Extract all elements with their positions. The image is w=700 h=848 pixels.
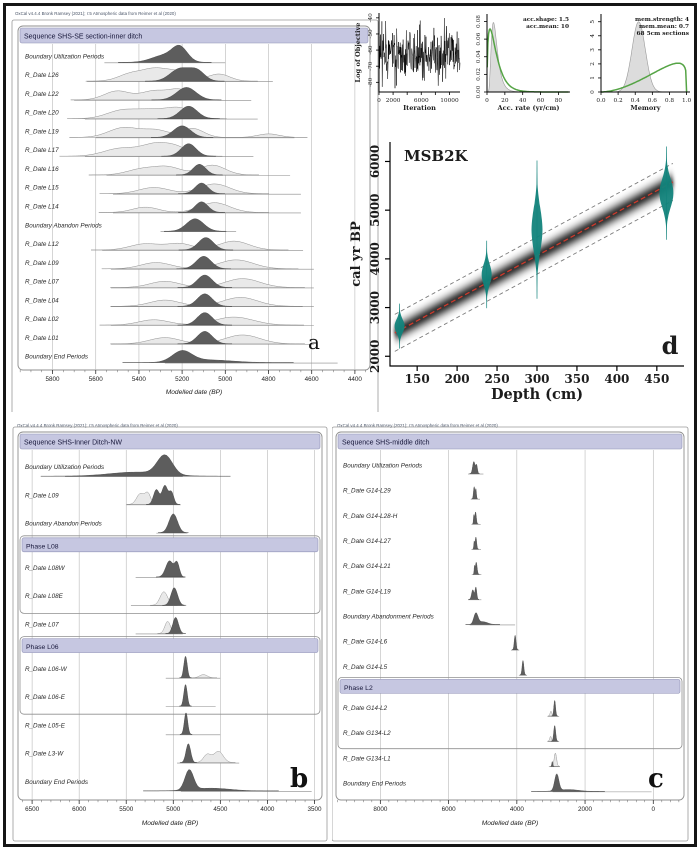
svg-text:acc.shape: 1.5: acc.shape: 1.5 bbox=[522, 17, 569, 23]
panel-a-xlabel: Modelled date (BP) bbox=[165, 389, 223, 396]
svg-text:4000: 4000 bbox=[260, 806, 275, 813]
svg-text:10000: 10000 bbox=[440, 98, 459, 104]
svg-text:5200: 5200 bbox=[175, 376, 190, 383]
oxcal-citation-c: OxCal v4.4.4 Bronk Ramsey (2021); r:5 Atmospheric data from Reimer et al (2020) bbox=[337, 423, 498, 428]
svg-text:1: 1 bbox=[590, 76, 596, 80]
svg-text:R_Date L09: R_Date L09 bbox=[25, 492, 59, 500]
svg-text:R_Date G134-L1: R_Date G134-L1 bbox=[343, 755, 391, 763]
svg-text:5000: 5000 bbox=[166, 806, 181, 813]
svg-text:0.6: 0.6 bbox=[647, 98, 657, 104]
oxcal-citation-b: OxCal v4.4.4 Bronk Ramsey (2021); r:5 Atmospheric data from Reimer et al (2020) bbox=[17, 423, 178, 428]
svg-text:mem.strength: 4: mem.strength: 4 bbox=[634, 17, 689, 23]
svg-text:450: 450 bbox=[644, 372, 670, 386]
panel-b-plot bbox=[12, 420, 330, 844]
svg-text:5800: 5800 bbox=[45, 376, 60, 383]
panel-a bbox=[10, 8, 382, 412]
svg-text:2000: 2000 bbox=[385, 98, 401, 104]
svg-text:Sequence SHS-SE section-inner: Sequence SHS-SE section-inner ditch bbox=[24, 33, 143, 41]
svg-text:R_Date G14-L6: R_Date G14-L6 bbox=[343, 638, 388, 646]
panel-b bbox=[12, 420, 330, 844]
svg-text:0.04: 0.04 bbox=[476, 50, 482, 64]
svg-text:R_Date L01: R_Date L01 bbox=[25, 334, 59, 342]
svg-text:-40: -40 bbox=[368, 13, 374, 23]
svg-text:Log of Objective: Log of Objective bbox=[354, 22, 362, 83]
svg-text:d: d bbox=[661, 331, 679, 360]
svg-text:mem.mean: 0.7: mem.mean: 0.7 bbox=[638, 24, 689, 30]
svg-text:250: 250 bbox=[484, 372, 510, 386]
svg-text:-80: -80 bbox=[368, 77, 374, 87]
svg-text:150: 150 bbox=[404, 372, 430, 386]
svg-text:Boundary Abandon Periods: Boundary Abandon Periods bbox=[25, 520, 102, 528]
svg-text:5400: 5400 bbox=[131, 376, 146, 383]
svg-text:0.06: 0.06 bbox=[476, 32, 482, 46]
svg-text:Acc. rate (yr/cm): Acc. rate (yr/cm) bbox=[497, 104, 560, 112]
panel-b-letter: b bbox=[290, 764, 309, 794]
svg-text:6000: 6000 bbox=[368, 144, 382, 179]
panel-c-letter: c bbox=[648, 764, 664, 794]
svg-text:R_Date L06-E: R_Date L06-E bbox=[25, 694, 65, 702]
panel-d bbox=[344, 6, 696, 418]
svg-text:Boundary Abandon Periods: Boundary Abandon Periods bbox=[25, 222, 102, 230]
svg-text:0: 0 bbox=[651, 806, 656, 813]
svg-text:6000: 6000 bbox=[413, 98, 429, 104]
svg-text:0.08: 0.08 bbox=[476, 15, 482, 28]
svg-text:R_Date G14-L5: R_Date G14-L5 bbox=[343, 663, 388, 671]
svg-text:Depth (cm): Depth (cm) bbox=[490, 386, 584, 403]
svg-text:6000: 6000 bbox=[72, 806, 87, 813]
svg-text:4400: 4400 bbox=[347, 376, 362, 383]
accumulation-rate-prior-plot bbox=[462, 8, 576, 126]
svg-text:R_Date G14-L29: R_Date G14-L29 bbox=[343, 487, 391, 495]
svg-text:4: 4 bbox=[590, 33, 596, 38]
svg-text:5500: 5500 bbox=[119, 806, 134, 813]
svg-text:R_Date G14-L2: R_Date G14-L2 bbox=[343, 704, 388, 712]
panel-a-letter: a bbox=[308, 330, 320, 354]
svg-text:R_Date G134-L2: R_Date G134-L2 bbox=[343, 730, 391, 738]
svg-text:-60: -60 bbox=[368, 45, 374, 55]
svg-text:5000: 5000 bbox=[368, 193, 382, 227]
svg-text:4000: 4000 bbox=[368, 242, 382, 276]
svg-text:0.8: 0.8 bbox=[664, 98, 675, 104]
svg-text:Boundary End Periods: Boundary End Periods bbox=[25, 353, 89, 361]
panel-b-xlabel: Modelled date (BP) bbox=[141, 820, 199, 827]
svg-text:R_Date L09: R_Date L09 bbox=[25, 259, 59, 267]
svg-text:Sequence SHS-middle ditch: Sequence SHS-middle ditch bbox=[342, 439, 430, 447]
svg-text:400: 400 bbox=[604, 372, 630, 386]
oxcal-citation-a: OxCal v4.4.4 Bronk Ramsey (2021); r:5 Atmospheric data from Reimer et al (2020) bbox=[15, 11, 176, 16]
svg-text:-70: -70 bbox=[368, 61, 374, 71]
svg-text:0.2: 0.2 bbox=[613, 98, 623, 104]
svg-text:R_Date L04: R_Date L04 bbox=[25, 297, 59, 305]
svg-text:5000: 5000 bbox=[218, 376, 233, 383]
svg-text:R_Date L19: R_Date L19 bbox=[25, 128, 59, 136]
svg-text:Boundary Abandonment Periods: Boundary Abandonment Periods bbox=[343, 613, 434, 621]
svg-text:5600: 5600 bbox=[88, 376, 103, 383]
svg-text:R_Date L3-W: R_Date L3-W bbox=[25, 750, 64, 758]
svg-text:60: 60 bbox=[536, 98, 545, 104]
svg-text:Boundary End Periods: Boundary End Periods bbox=[343, 780, 407, 788]
svg-text:Boundary Utilization Periods: Boundary Utilization Periods bbox=[25, 464, 105, 472]
svg-text:2: 2 bbox=[590, 62, 596, 66]
svg-text:cal yr BP: cal yr BP bbox=[349, 221, 364, 287]
panel-c-xlabel: Modelled date (BP) bbox=[481, 820, 539, 827]
svg-text:0: 0 bbox=[590, 90, 596, 94]
svg-text:6500: 6500 bbox=[25, 806, 40, 813]
svg-text:3000: 3000 bbox=[368, 290, 382, 325]
svg-text:R_Date L12: R_Date L12 bbox=[25, 241, 59, 249]
svg-text:5: 5 bbox=[590, 19, 596, 24]
svg-text:Boundary Utilization Periods: Boundary Utilization Periods bbox=[343, 462, 423, 470]
svg-text:acc.mean: 10: acc.mean: 10 bbox=[526, 24, 569, 30]
svg-text:80: 80 bbox=[554, 98, 563, 104]
svg-text:R_Date G14-L21: R_Date G14-L21 bbox=[343, 563, 391, 571]
svg-text:0: 0 bbox=[377, 98, 381, 104]
svg-text:Phase L08: Phase L08 bbox=[26, 543, 59, 551]
svg-text:R_Date G14-L28-H: R_Date G14-L28-H bbox=[343, 512, 398, 520]
svg-text:Sequence SHS-Inner Ditch-NW: Sequence SHS-Inner Ditch-NW bbox=[24, 439, 123, 447]
svg-text:R_Date L16: R_Date L16 bbox=[25, 165, 59, 173]
svg-text:R_Date L14: R_Date L14 bbox=[25, 203, 59, 211]
svg-text:R_Date L15: R_Date L15 bbox=[25, 184, 59, 192]
svg-text:Phase L06: Phase L06 bbox=[26, 644, 59, 652]
svg-text:Phase L2: Phase L2 bbox=[344, 684, 373, 692]
svg-text:4500: 4500 bbox=[213, 806, 228, 813]
svg-text:0.0: 0.0 bbox=[596, 98, 606, 104]
svg-text:8000: 8000 bbox=[373, 806, 388, 813]
svg-text:R_Date L07: R_Date L07 bbox=[25, 278, 59, 286]
svg-text:300: 300 bbox=[524, 372, 550, 386]
svg-text:2000: 2000 bbox=[368, 339, 382, 373]
svg-text:R_Date L02: R_Date L02 bbox=[25, 316, 59, 324]
panel-c bbox=[332, 420, 692, 844]
svg-text:R_Date G14-L27: R_Date G14-L27 bbox=[343, 538, 391, 546]
svg-text:Boundary End Periods: Boundary End Periods bbox=[25, 778, 89, 786]
memory-prior-plot bbox=[578, 8, 696, 126]
svg-text:R_Date L22: R_Date L22 bbox=[25, 90, 59, 98]
svg-text:3500: 3500 bbox=[307, 806, 322, 813]
panel-a-plot bbox=[10, 8, 382, 412]
svg-text:0.02: 0.02 bbox=[476, 67, 482, 81]
svg-text:40: 40 bbox=[519, 98, 527, 104]
mcmc-trace-plot bbox=[352, 8, 464, 126]
svg-text:20: 20 bbox=[501, 98, 509, 104]
svg-text:4000: 4000 bbox=[509, 806, 524, 813]
svg-text:Memory: Memory bbox=[630, 104, 661, 112]
svg-text:R_Date L20: R_Date L20 bbox=[25, 109, 59, 117]
svg-text:MSB2K: MSB2K bbox=[404, 147, 468, 165]
svg-text:-50: -50 bbox=[368, 29, 374, 39]
svg-text:0: 0 bbox=[485, 98, 489, 104]
panel-c-plot bbox=[332, 420, 692, 844]
svg-text:2000: 2000 bbox=[578, 806, 593, 813]
svg-text:6000: 6000 bbox=[441, 806, 456, 813]
svg-text:R_Date L17: R_Date L17 bbox=[25, 147, 59, 155]
svg-text:Boundary Utilization Periods: Boundary Utilization Periods bbox=[25, 53, 105, 61]
svg-text:R_Date L06-W: R_Date L06-W bbox=[25, 665, 67, 673]
svg-text:Iteration: Iteration bbox=[403, 104, 436, 112]
svg-text:4800: 4800 bbox=[261, 376, 276, 383]
svg-text:R_Date L26: R_Date L26 bbox=[25, 72, 59, 80]
svg-text:68 5cm sections: 68 5cm sections bbox=[636, 31, 689, 37]
svg-text:R_Date G14-L19: R_Date G14-L19 bbox=[343, 588, 391, 596]
svg-text:0.00: 0.00 bbox=[476, 85, 482, 99]
svg-text:200: 200 bbox=[444, 372, 470, 386]
svg-text:R_Date L07: R_Date L07 bbox=[25, 621, 59, 629]
svg-text:4600: 4600 bbox=[304, 376, 319, 383]
svg-text:R_Date L08E: R_Date L08E bbox=[25, 593, 63, 601]
svg-text:R_Date L08W: R_Date L08W bbox=[25, 564, 65, 572]
svg-text:0.4: 0.4 bbox=[630, 98, 640, 104]
svg-text:350: 350 bbox=[564, 372, 590, 386]
svg-text:3: 3 bbox=[590, 47, 596, 52]
svg-text:R_Date L05-E: R_Date L05-E bbox=[25, 722, 65, 730]
age-depth-model-plot bbox=[346, 126, 696, 416]
svg-text:1.0: 1.0 bbox=[681, 98, 692, 104]
